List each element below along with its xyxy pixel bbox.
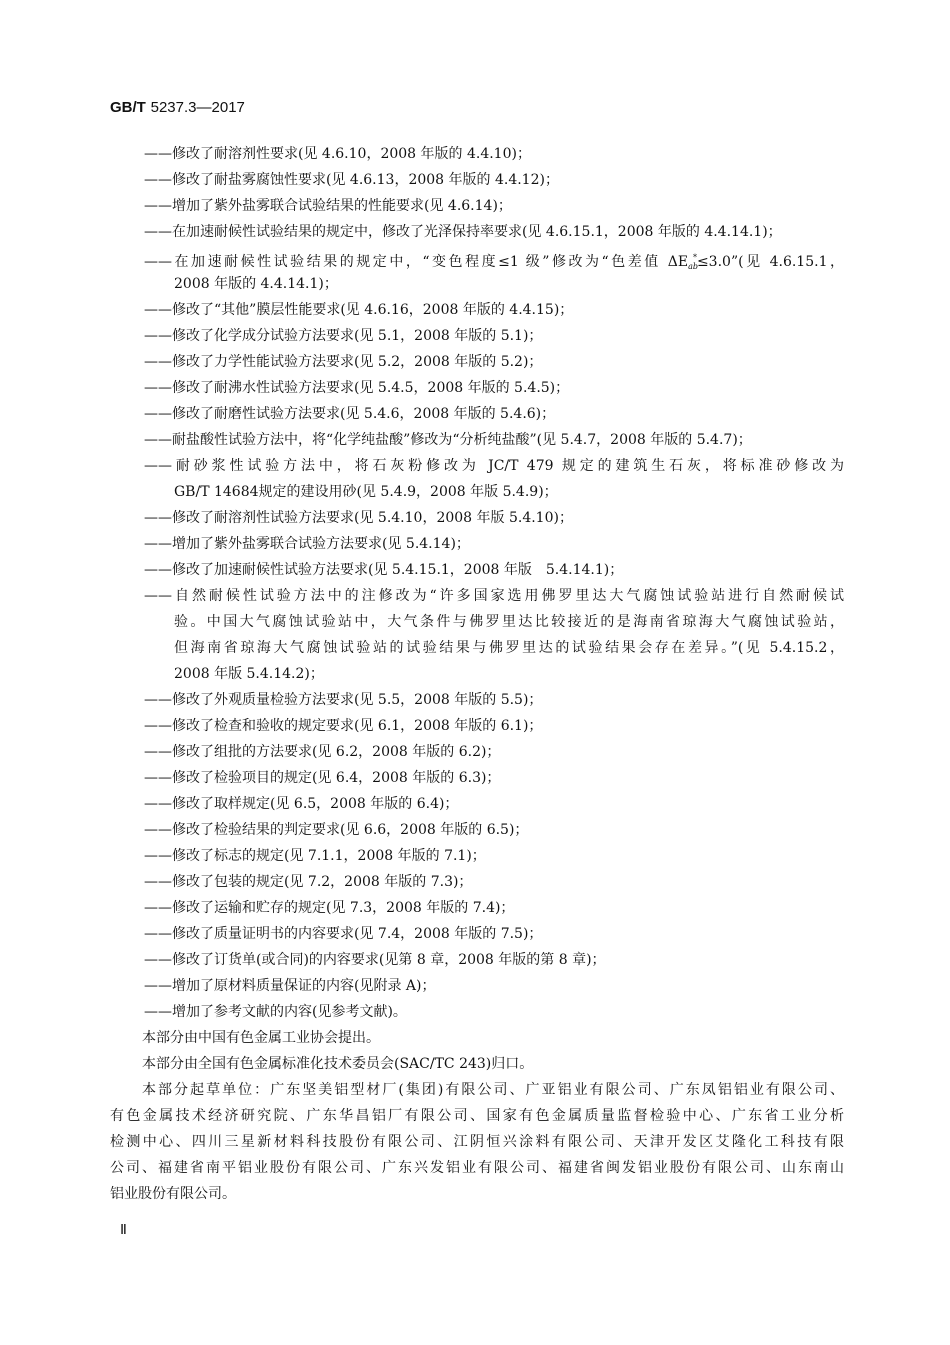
list-item: ——修改了耐溶剂性试验方法要求(见 5.4.10，2008 年版 5.4.10)； [144,510,573,526]
list-item-continuation: GB/T 14684规定的建设用砂(见 5.4.9，2008 年版 5.4.9)； [174,484,558,500]
list-item: ——修改了力学性能试验方法要求(见 5.2，2008 年版的 5.2)； [144,354,543,370]
list-item: ——耐砂浆性试验方法中，将石灰粉修改为 JC/T 479 规定的建筑生石灰，将标准砂修改为 [144,458,844,474]
list-item: ——修改了质量证明书的内容要求(见 7.4，2008 年版的 7.5)； [144,926,543,942]
paragraph-proposer: 本部分由中国有色金属工业协会提出。 [142,1030,380,1046]
list-item: ——修改了包装的规定(见 7.2，2008 年版的 7.3)； [144,874,473,890]
paragraph-drafters-line: 铝业股份有限公司。 [110,1186,236,1202]
list-item: ——在加速耐候性试验结果的规定中，修改了光泽保持率要求(见 4.6.15.1，2008 年版的 4.4.14.1)； [144,224,782,240]
list-item: ——修改了耐磨性试验方法要求(见 5.4.6，2008 年版的 5.4.6)； [144,406,556,422]
list-item: ——修改了外观质量检验方法要求(见 5.5，2008 年版的 5.5)； [144,692,543,708]
list-item-continuation: 2008 年版的 4.4.14.1)； [174,276,338,292]
list-item-formula [110,245,844,271]
formula-subscript: ab [688,262,698,271]
list-item: ——增加了参考文献的内容(见参考文献)。 [144,1004,407,1020]
list-item: ——自然耐候性试验方法中的注修改为“许多国家选用佛罗里达大气腐蚀试验站进行自然耐候试 [144,588,844,604]
list-item: ——增加了紫外盐雾联合试验方法要求(见 5.4.14)； [144,536,470,552]
paragraph-drafters-line: 检测中心、四川三星新材料科技股份有限公司、江阴恒兴涂料有限公司、天津开发区艾隆化工科技有限 [110,1134,844,1150]
list-item: ——修改了耐沸水性试验方法要求(见 5.4.5，2008 年版的 5.4.5)； [144,380,570,396]
list-item: ——修改了组批的方法要求(见 6.2，2008 年版的 6.2)； [144,744,501,760]
list-item: ——修改了耐溶剂性要求(见 4.6.10，2008 年版的 4.4.10)； [144,146,531,162]
paragraph-drafters: 本部分起草单位：广东坚美铝型材厂(集团)有限公司、广亚铝业有限公司、广东凤铝铝业有限公司、 [142,1082,844,1098]
list-item: ——增加了原材料质量保证的内容(见附录 A)； [144,978,436,994]
list-item: ——修改了检验结果的判定要求(见 6.6，2008 年版的 6.5)； [144,822,529,838]
list-item: ——修改了运输和贮存的规定(见 7.3，2008 年版的 7.4)； [144,900,515,916]
list-item: ——修改了订货单(或合同)的内容要求(见第 8 章，2008 年版的第 8 章)； [144,952,606,968]
list-item: ——耐盐酸性试验方法中，将“化学纯盐酸”修改为“分析纯盐酸”(见 5.4.7，2008 年版的 5.4.7)； [144,432,752,448]
paragraph-committee: 本部分由全国有色金属标准化技术委员会(SAC/TC 243)归口。 [142,1056,534,1072]
list-item: ——修改了检查和验收的规定要求(见 6.1，2008 年版的 6.1)； [144,718,543,734]
page-number: Ⅱ [120,1223,127,1238]
list-item: ——修改了耐盐雾腐蚀性要求(见 4.6.13，2008 年版的 4.4.12)； [144,172,559,188]
list-item-continuation: 2008 年版 5.4.14.2)； [174,666,324,682]
list-item: ——修改了加速耐候性试验方法要求(见 5.4.15.1，2008 年版 5.4.14.1)； [144,562,624,578]
list-item: ——修改了标志的规定(见 7.1.1，2008 年版的 7.1)； [144,848,486,864]
formula-tail: ≤3.0”(见 4.6.15.1， [696,254,844,270]
list-item-continuation: 验。中国大气腐蚀试验站中，大气条件与佛罗里达比较接近的是海南省琼海大气腐蚀试验站， [174,614,844,630]
list-item: ——增加了紫外盐雾联合试验结果的性能要求(见 4.6.14)； [144,198,512,214]
list-item: ——修改了化学成分试验方法要求(见 5.1，2008 年版的 5.1)； [144,328,543,344]
formula-text: ——在加速耐候性试验结果的规定中，“变色程度≤1 级”修改为“色差值 ΔE [144,254,689,270]
paragraph-drafters-line: 公司、福建省南平铝业股份有限公司、广东兴发铝业有限公司、福建省闽发铝业股份有限公司、山东南山 [110,1160,844,1176]
list-item-continuation: 但海南省琼海大气腐蚀试验站的试验结果与佛罗里达的试验结果会存在差异。”(见 5.4.15.2， [174,640,844,656]
formula-superscript: * [692,253,697,262]
list-item: ——修改了“其他”膜层性能要求(见 4.6.16，2008 年版的 4.4.15)； [144,302,574,318]
standard-number: 5237.3—2017 [150,99,245,116]
list-item: ——修改了取样规定(见 6.5，2008 年版的 6.4)； [144,796,459,812]
page-header [110,98,245,116]
document-body [110,141,844,1207]
list-item: ——修改了检验项目的规定(见 6.4，2008 年版的 6.3)； [144,770,501,786]
standard-prefix: GB/T [110,99,146,116]
paragraph-drafters-line: 有色金属技术经济研究院、广东华昌铝厂有限公司、国家有色金属质量监督检验中心、广东省工业分析 [110,1108,844,1124]
